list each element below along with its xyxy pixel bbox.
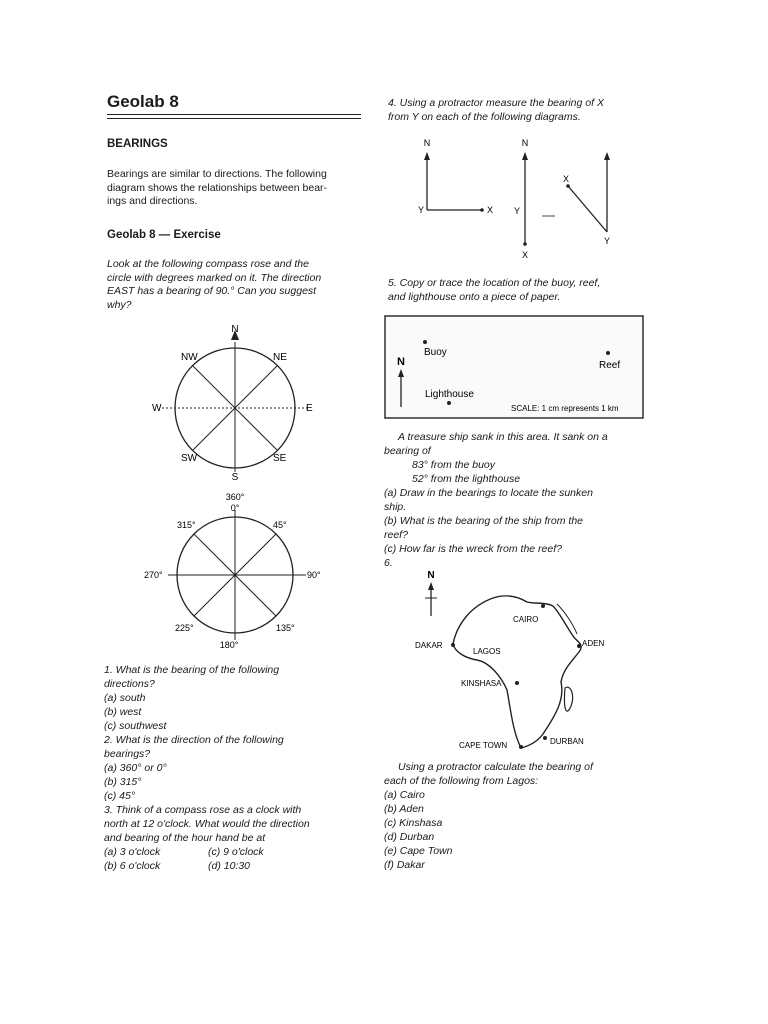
question-line: 2. What is the direction of the following	[104, 734, 284, 746]
question-line: north at 12 o'clock. What would the direction	[104, 818, 310, 830]
q6-line: (e) Cape Town	[384, 845, 453, 857]
compass-rose-diagram	[140, 320, 330, 490]
bearing-diagrams	[385, 132, 645, 262]
q5-line: 5. Copy or trace the location of the buoy, reef,	[388, 277, 601, 289]
intro-line: diagram shows the relationships between bear-	[107, 181, 328, 194]
intro-line: Bearings are similar to directions. The following	[107, 168, 327, 180]
ship-line: (b) What is the bearing of the ship from the	[384, 515, 584, 527]
question-line: bearings?	[104, 748, 151, 760]
q6-line: (a) Cairo	[384, 789, 425, 801]
exercise-heading: Geolab 8 — Exercise	[107, 229, 221, 241]
degree-label-90: 90°	[307, 570, 321, 580]
map-north-label: N	[397, 356, 405, 368]
question-line: 1. What is the bearing of the following	[104, 664, 280, 676]
ship-line: bearing of	[384, 445, 431, 457]
degree-label-360: 360°	[225, 492, 245, 502]
question-line: (c) 45°	[104, 790, 136, 802]
degree-label-180: 180°	[219, 640, 239, 650]
q6-line: Using a protractor calculate the bearing of	[398, 761, 593, 773]
degree-label-225: 225°	[175, 623, 194, 633]
clock-option-a: (a) 3 o'clock	[104, 846, 161, 858]
diagram1-y-label: Y	[418, 205, 425, 215]
title-rule-thin	[107, 118, 361, 119]
map-reef-label: Reef	[599, 360, 621, 371]
section-heading: BEARINGS	[107, 138, 168, 150]
ship-line: 83° from the buoy	[412, 459, 495, 471]
degree-label-45: 45°	[273, 520, 287, 530]
diagram3-y-label: Y	[604, 236, 611, 246]
intro-paragraph	[107, 168, 367, 209]
intro-line: ings and directions.	[107, 195, 198, 207]
city-label-cape-town: CAPE TOWN	[459, 741, 508, 750]
title-rule	[107, 114, 361, 115]
exercise-line: circle with degrees marked on it. The direction	[107, 271, 322, 284]
q6-line: each of the following from Lagos:	[384, 775, 539, 787]
map-scale-label: SCALE: 1 cm represents 1 km	[511, 404, 619, 413]
africa-north-label: N	[427, 570, 435, 581]
rose-label-e: E	[306, 403, 313, 414]
ship-line: A treasure ship sank in this area. It sank on a	[398, 431, 608, 443]
q4-line: 4. Using a protractor measure the bearing of X	[388, 97, 604, 109]
degree-label-270: 270°	[144, 570, 163, 580]
question-line: (a) south	[104, 692, 146, 704]
ship-line: 52° from the lighthouse	[412, 473, 521, 485]
city-label-kinshasa: KINSHASA	[461, 679, 502, 688]
question-line: (b) 315°	[104, 776, 142, 788]
q6-line: (d) Durban	[384, 831, 435, 843]
rose-label-se: SE	[273, 453, 287, 464]
question-line: (a) 360° or 0°	[104, 762, 167, 774]
diagram1-north-label: N	[423, 138, 431, 148]
degree-circle-diagram	[140, 488, 340, 658]
q5-line: and lighthouse onto a piece of paper.	[388, 291, 561, 303]
exercise-paragraph	[107, 258, 367, 312]
diagram3-x-label: X	[563, 174, 570, 184]
clock-option-c: (c) 9 o'clock	[208, 846, 264, 858]
city-label-dakar: DAKAR	[415, 641, 443, 650]
ship-line: reef?	[384, 529, 408, 541]
question-line: (b) west	[104, 706, 142, 718]
city-label-cairo: CAIRO	[513, 615, 539, 624]
rose-label-s: S	[231, 472, 239, 483]
exercise-line: why?	[107, 298, 132, 311]
map-buoy-label: Buoy	[424, 347, 447, 358]
question-5	[388, 276, 600, 304]
question-6	[384, 760, 593, 872]
ship-line: ship.	[384, 501, 407, 513]
city-label-aden: ADEN	[582, 639, 605, 648]
rose-label-w: W	[152, 403, 162, 414]
question-line: and bearing of the hour hand be at	[104, 832, 266, 844]
city-label-durban: DURBAN	[550, 737, 584, 746]
diagram2-y-label: Y	[514, 206, 521, 216]
clock-option-b: (b) 6 o'clock	[104, 860, 161, 872]
q6-line: (c) Kinshasa	[384, 817, 443, 829]
degree-label-315: 315°	[177, 520, 196, 530]
ship-line: (a) Draw in the bearings to locate the sunken	[384, 487, 593, 499]
ship-line: 6.	[384, 557, 393, 569]
diagram2-x-label: X	[521, 250, 529, 260]
rose-label-n: N	[231, 324, 239, 335]
rose-label-nw: NW	[181, 352, 198, 363]
rose-label-sw: SW	[181, 453, 198, 464]
question-4	[388, 96, 604, 124]
exercise-line: Look at the following compass rose and the	[107, 258, 309, 270]
q6-line: (b) Aden	[384, 803, 424, 815]
question-line: directions?	[104, 678, 155, 690]
question-line: 3. Think of a compass rose as a clock with	[104, 804, 302, 816]
rose-label-ne: NE	[273, 352, 287, 363]
buoy-reef-map	[384, 315, 644, 419]
q6-line: (f) Dakar	[384, 859, 425, 871]
africa-map	[405, 566, 625, 756]
city-label-lagos: LAGOS	[473, 647, 501, 656]
page-title: Geolab 8	[107, 92, 179, 111]
questions-list	[104, 663, 310, 845]
ship-line: (c) How far is the wreck from the reef?	[384, 543, 562, 555]
exercise-line: EAST has a bearing of 90.° Can you suggest	[107, 285, 317, 297]
map-lighthouse-label: Lighthouse	[425, 389, 474, 400]
ship-questions	[384, 430, 608, 570]
degree-label-0: 0°	[230, 503, 240, 513]
diagram1-x-label: X	[487, 205, 494, 215]
question-line: (c) southwest	[104, 720, 167, 732]
clock-option-d: (d) 10:30	[208, 860, 251, 872]
q4-line: from Y on each of the following diagrams.	[388, 111, 581, 123]
degree-label-135: 135°	[276, 623, 295, 633]
diagram2-north-label: N	[521, 138, 529, 148]
